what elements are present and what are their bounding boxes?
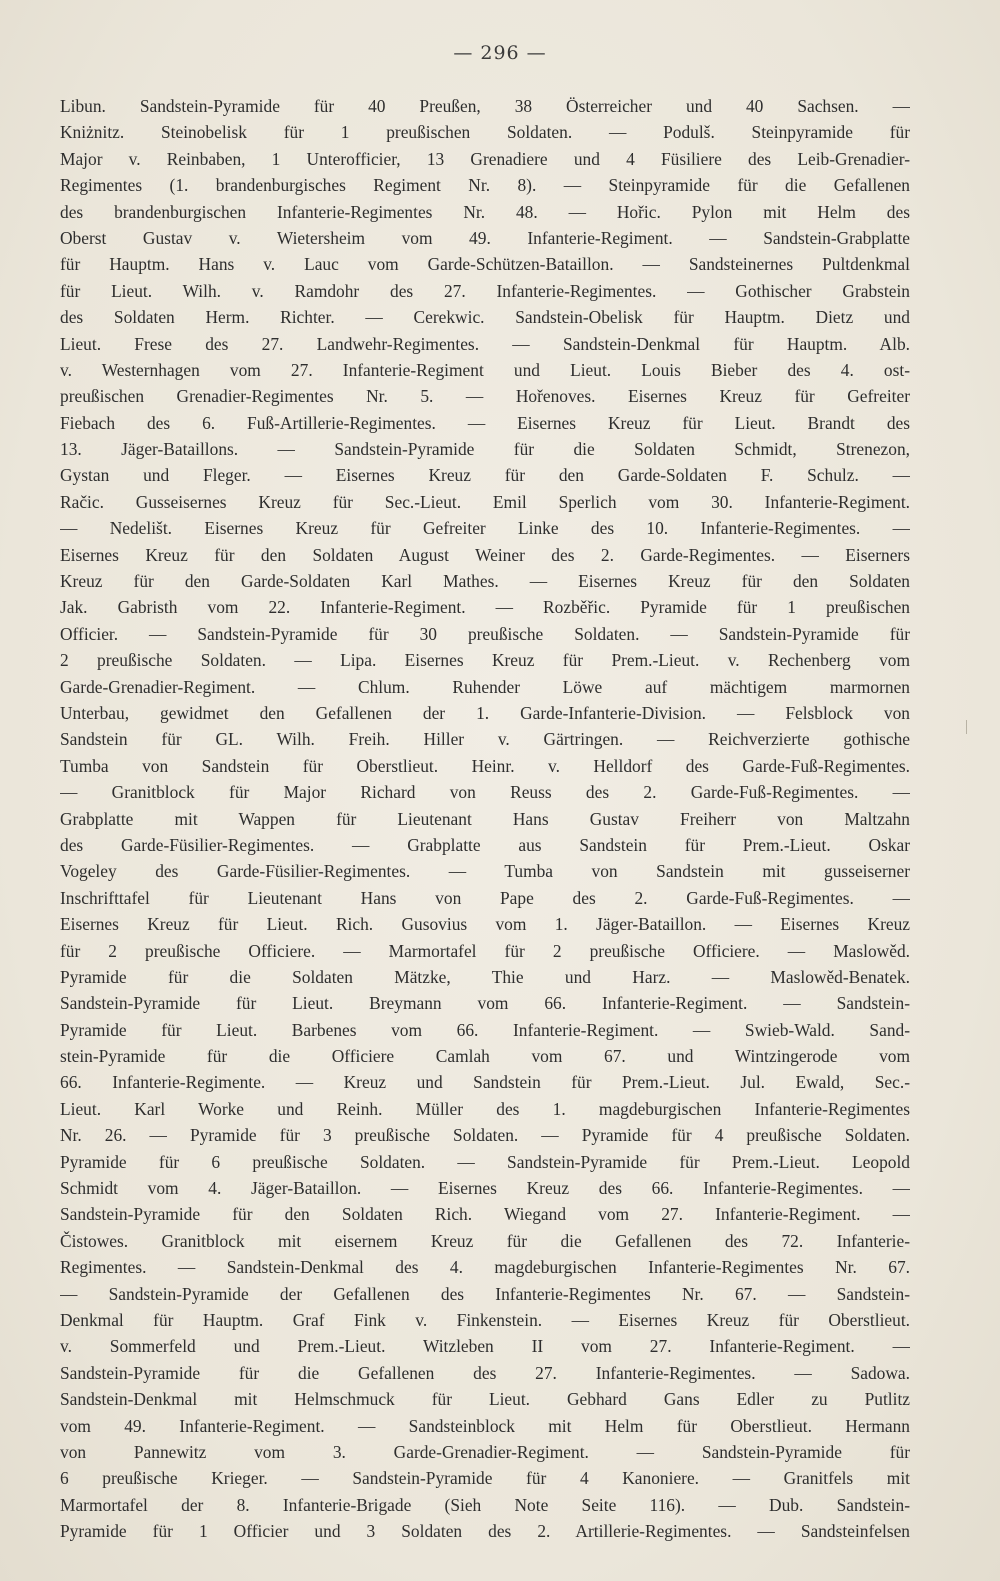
text-line: Schmidt vom 4. Jäger-Bataillon. — Eisernes Kreuz des 66. Infanterie-Regimentes. — <box>60 1178 910 1199</box>
text-line: Inschrifttafel für Lieutenant Hans von Pape des 2. Garde-Fuß-Regimentes. — <box>60 887 910 908</box>
text-line: Sandstein-Pyramide für den Soldaten Rich. Wiegand vom 27. Infanterie-Regiment. — <box>60 1204 910 1225</box>
text-line: Libun. Sandstein-Pyramide für 40 Preußen, 38 Österreicher und 40 Sachsen. — <box>60 96 910 116</box>
text-line: — Sandstein-Pyramide der Gefallenen des Infanterie-Regimentes Nr. 67. — Sandstein- <box>60 1283 910 1304</box>
text-line: — Nedelišt. Eisernes Kreuz für Gefreiter Linke des 10. Infanterie-Regimentes. — <box>60 518 910 539</box>
text-line: Lieut. Frese des 27. Landwehr-Regimentes. — Sandstein-Denkmal für Hauptm. Alb. <box>60 333 910 354</box>
text-line: v. Sommerfeld und Prem.-Lieut. Witzleben II vom 27. Infanterie-Regiment. — <box>60 1336 910 1357</box>
text-line: Marmortafel der 8. Infanterie-Brigade (Sieh Note Seite 116). — Dub. Sandstein- <box>60 1494 910 1515</box>
text-line: Oberst Gustav v. Wietersheim vom 49. Infanterie-Regiment. — Sandstein-Grabplatte <box>60 227 910 248</box>
text-line: Čistowes. Granitblock mit eisernem Kreuz für die Gefallenen des 72. Infanterie- <box>60 1230 910 1251</box>
text-line: Tumba von Sandstein für Oberstlieut. Heinr. v. Helldorf des Garde-Fuß-Regimentes. <box>60 755 910 776</box>
text-line: des brandenburgischen Infanterie-Regimentes Nr. 48. — Hořic. Pylon mit Helm des <box>60 201 910 222</box>
text-line: Eisernes Kreuz für Lieut. Rich. Gusovius vom 1. Jäger-Bataillon. — Eisernes Kreuz <box>60 914 910 935</box>
text-line: Pyramide für 1 Officier und 3 Soldaten des 2. Artillerie-Regimentes. — Sandsteinfelsen <box>60 1521 910 1542</box>
text-line: Garde-Grenadier-Regiment. — Chlum. Ruhender Löwe auf mächtigem marmornen <box>60 676 910 697</box>
text-line: Gystan und Fleger. — Eisernes Kreuz für den Garde-Soldaten F. Schulz. — <box>60 465 910 486</box>
text-line: Pyramide für Lieut. Barbenes vom 66. Infanterie-Regiment. — Swieb-Wald. Sand- <box>60 1019 910 1040</box>
text-line: Sandstein-Pyramide für die Gefallenen des 27. Infanterie-Regimentes. — Sadowa. <box>60 1362 910 1383</box>
text-line: stein-Pyramide für die Officiere Camlah vom 67. und Wintzingerode vom <box>60 1046 910 1067</box>
text-line: 13. Jäger-Bataillons. — Sandstein-Pyramide für die Soldaten Schmidt, Strenezon, <box>60 439 910 460</box>
text-line: Denkmal für Hauptm. Graf Fink v. Finkenstein. — Eisernes Kreuz für Oberstlieut. <box>60 1309 910 1330</box>
text-line: Pyramide für 6 preußische Soldaten. — Sandstein-Pyramide für Prem.-Lieut. Leopold <box>60 1151 910 1172</box>
text-line: Kreuz für den Garde-Soldaten Karl Mathes. — Eisernes Kreuz für den Soldaten <box>60 571 910 592</box>
text-line: Grabplatte mit Wappen für Lieutenant Hans Gustav Freiherr von Maltzahn <box>60 808 910 829</box>
text-line: für Hauptm. Hans v. Lauc vom Garde-Schützen-Bataillon. — Sandsteinernes Pultdenkmal <box>60 254 910 275</box>
text-line: vom 49. Infanterie-Regiment. — Sandsteinblock mit Helm für Oberstlieut. Hermann <box>60 1415 910 1436</box>
text-line: Jak. Gabristh vom 22. Infanterie-Regiment. — Rozběřic. Pyramide für 1 preußischen <box>60 597 910 618</box>
text-line: für Lieut. Wilh. v. Ramdohr des 27. Infanterie-Regimentes. — Gothischer Grabstein <box>60 280 910 301</box>
text-line: Račic. Gusseisernes Kreuz für Sec.-Lieut. Emil Sperlich vom 30. Infanterie-Regiment. <box>60 491 910 512</box>
text-line: 6 preußische Krieger. — Sandstein-Pyramide für 4 Kanoniere. — Granitfels mit <box>60 1468 910 1489</box>
text-line: Regimentes. — Sandstein-Denkmal des 4. magdeburgischen Infanterie-Regimentes Nr. 67. <box>60 1257 910 1278</box>
text-line: preußischen Grenadier-Regimentes Nr. 5. — Hořenoves. Eisernes Kreuz für Gefreiter <box>60 386 910 407</box>
text-line: des Soldaten Herm. Richter. — Cerekwic. Sandstein-Obelisk für Hauptm. Dietz und <box>60 307 910 328</box>
text-line: Nr. 26. — Pyramide für 3 preußische Soldaten. — Pyramide für 4 preußische Soldaten. <box>60 1125 910 1146</box>
text-line: Vogeley des Garde-Füsilier-Regimentes. — Tumba von Sandstein mit gusseiserner <box>60 861 910 882</box>
text-line: Eisernes Kreuz für den Soldaten August Weiner des 2. Garde-Regimentes. — Eiserners <box>60 544 910 565</box>
text-line: Officier. — Sandstein-Pyramide für 30 preußische Soldaten. — Sandstein-Pyramide für <box>60 623 910 644</box>
text-line: Regimentes (1. brandenburgisches Regiment Nr. 8). — Steinpyramide für die Gefallenen <box>60 175 910 196</box>
text-line: Sandstein-Pyramide für Lieut. Breymann vom 66. Infanterie-Regiment. — Sandstein- <box>60 993 910 1014</box>
text-line: Kniżnitz. Steinobelisk für 1 preußischen Soldaten. — Podulš. Steinpyramide für <box>60 122 910 143</box>
text-line: v. Westernhagen vom 27. Infanterie-Regiment und Lieut. Louis Bieber des 4. ost- <box>60 359 910 380</box>
text-line: Unterbau, gewidmet den Gefallenen der 1. Garde-Infanterie-Division. — Felsblock von <box>60 702 910 723</box>
text-line: Fiebach des 6. Fuß-Artillerie-Regimentes. — Eisernes Kreuz für Lieut. Brandt des <box>60 412 910 433</box>
text-line: Major v. Reinbaben, 1 Unterofficier, 13 Grenadiere und 4 Füsiliere des Leib-Grenadier- <box>60 148 910 169</box>
text-line: 66. Infanterie-Regimente. — Kreuz und Sandstein für Prem.-Lieut. Jul. Ewald, Sec.- <box>60 1072 910 1093</box>
margin-mark <box>966 720 967 734</box>
text-line: Pyramide für die Soldaten Mätzke, Thie und Harz. — Maslowěd-Benatek. <box>60 966 910 987</box>
page-number: — 296 — <box>453 42 547 64</box>
text-line: — Granitblock für Major Richard von Reuss des 2. Garde-Fuß-Regimentes. — <box>60 782 910 803</box>
text-line: 2 preußische Soldaten. — Lipa. Eisernes Kreuz für Prem.-Lieut. v. Rechenberg vom <box>60 650 910 671</box>
body-text <box>60 93 910 1544</box>
text-line: des Garde-Füsilier-Regimentes. — Grabplatte aus Sandstein für Prem.-Lieut. Oskar <box>60 834 910 855</box>
text-line: für 2 preußische Officiere. — Marmortafel für 2 preußische Officiere. — Maslowěd. <box>60 940 910 961</box>
text-line: Lieut. Karl Worke und Reinh. Müller des 1. magdeburgischen Infanterie-Regimentes <box>60 1098 910 1119</box>
text-line: Sandstein-Denkmal mit Helmschmuck für Lieut. Gebhard Gans Edler zu Putlitz <box>60 1389 910 1410</box>
text-line: von Pannewitz vom 3. Garde-Grenadier-Regiment. — Sandstein-Pyramide für <box>60 1441 910 1462</box>
text-line: Sandstein für GL. Wilh. Freih. Hiller v. Gärtringen. — Reichverzierte gothische <box>60 729 910 750</box>
